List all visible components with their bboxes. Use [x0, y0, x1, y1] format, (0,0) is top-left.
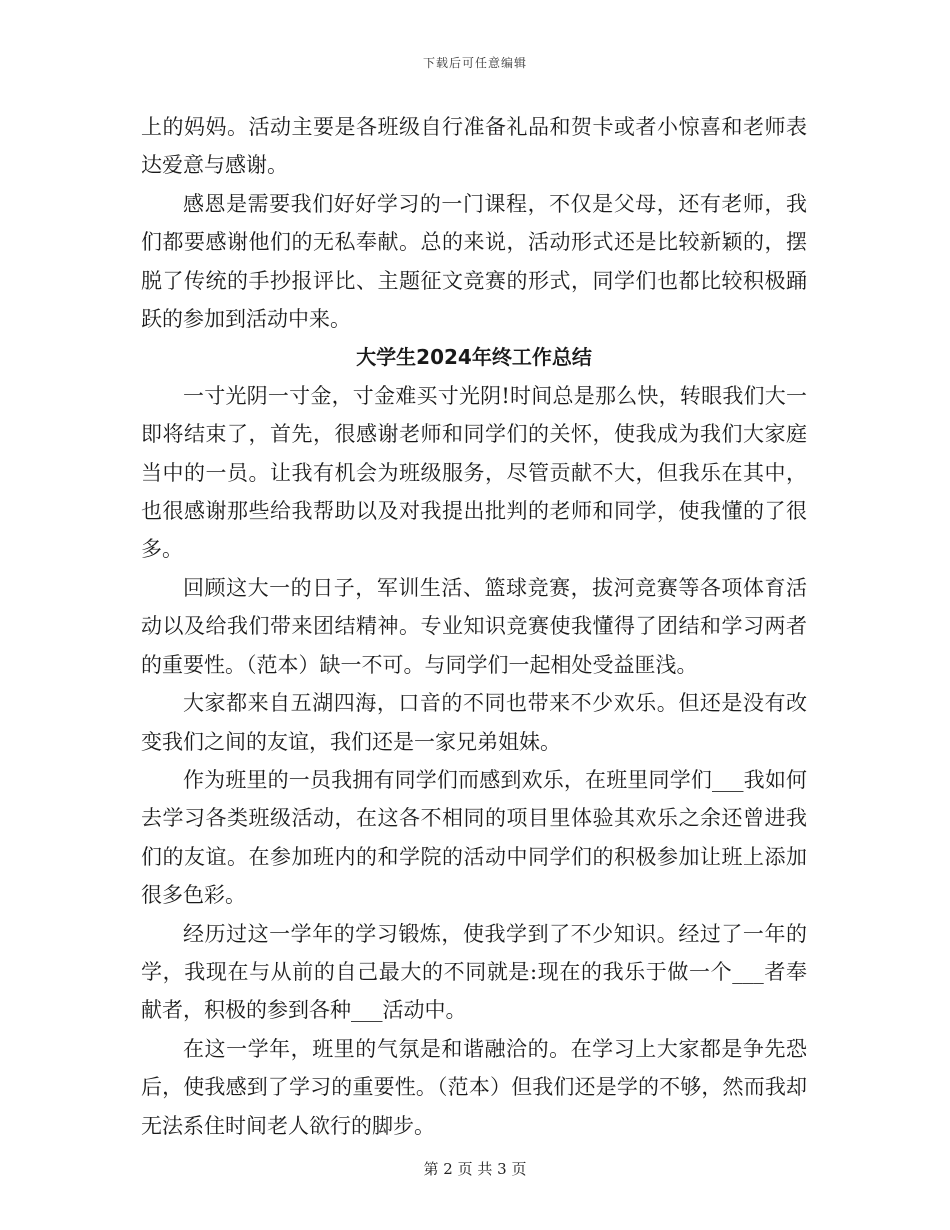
page-footer: 第 2 页 共 3 页: [423, 1160, 527, 1178]
paragraph: 在这一学年，班里的气氛是和谐融洽的。在学习上大家都是争先恐后，使我感到了学习的重要性。（范本）但我们还是学的不够，然而我却无法系住时间老人欲行的脚步。: [141, 1036, 807, 1138]
paragraph: 经历过这一学年的学习锻炼，使我学到了不少知识。经过了一年的学，我现在与从前的自己最大的不同就是:现在的我乐于做一个___者奉献者，积极的参到各种___活动中。: [141, 921, 807, 1023]
page-header: 下载后可任意编辑: [422, 56, 527, 70]
paragraph: 感恩是需要我们好好学习的一门课程，不仅是父母，还有老师，我们都要感谢他们的无私奉献。总的来说，活动形式还是比较新颖的，摆脱了传统的手抄报评比、主题征文竞赛的形式，同学们也都比较积极踊跃的参加到活动中来。: [141, 191, 807, 332]
paragraph: 回顾这大一的日子，军训生活、篮球竞赛，拔河竞赛等各项体育活动以及给我们带来团结精神。专业知识竞赛使我懂得了团结和学习两者的重要性。（范本）缺一不可。与同学们一起相处受益匪浅。: [141, 575, 807, 677]
paragraph: 上的妈妈。活动主要是各班级自行准备礼品和贺卡或者小惊喜和老师表达爱意与感谢。: [141, 115, 807, 178]
paragraph: 作为班里的一员我拥有同学们而感到欢乐，在班里同学们___我如何去学习各类班级活动，在这各不相同的项目里体验其欢乐之余还曾进我们的友谊。在参加班内的和学院的活动中同学们的积极参加让班上添加很多色彩。: [141, 767, 807, 908]
section-title: 大学生2024年终工作总结: [356, 345, 592, 370]
document-body: [141, 108, 807, 1145]
paragraph: 大家都来自五湖四海，口音的不同也带来不少欢乐。但还是没有改变我们之间的友谊，我们还是一家兄弟姐妹。: [141, 691, 807, 754]
paragraph: 一寸光阴一寸金，寸金难买寸光阴!时间总是那么快，转眼我们大一即将结束了，首先，很感谢老师和同学们的关怀，使我成为我们大家庭当中的一员。让我有机会为班级服务，尽管贡献不大，但我乐在其中，也很感谢那些给我帮助以及对我提出批判的老师和同学，使我懂的了很多。: [141, 383, 807, 562]
